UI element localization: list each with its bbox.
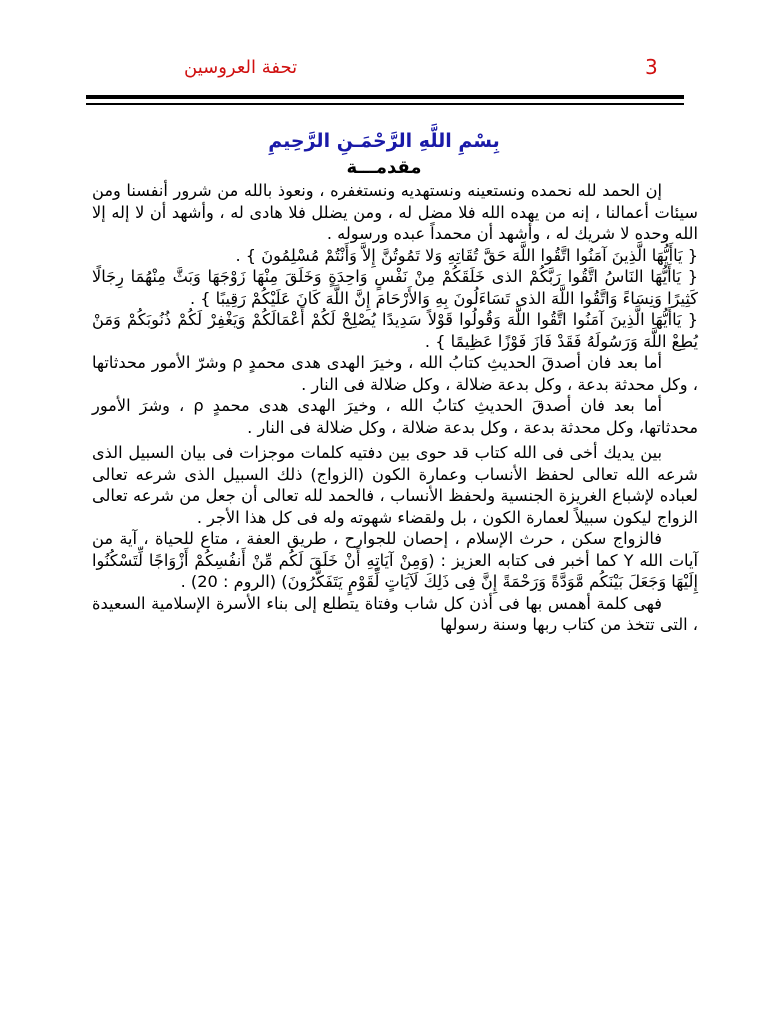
paragraph-amma-bad-1: أما بعد فان أصدقَ الحديثِ كتابُ الله ، وخيرَ الهدى هدى محمدٍ ρ وشرّ الأمور محدثاتها ، وكل محدثة بدعة ، وكل بدعة ضلالة ، وكل ضلالة فى النار . — [92, 353, 698, 394]
paragraph-whisper: فهى كلمة أهمس بها فى أذن كل شاب وفتاة يتطلع إلى بناء الأسرة الإسلامية السعيدة ، التى تتخذ من كتاب ربها وسنة رسولها — [92, 593, 698, 634]
quran-verse-2: { يَاأَيُّهَا النَاسُ اتَّقُوا رَبَّكُمْ الذى خَلَقَكُمْ مِنْ نَفْسٍ وَاحِدَةٍ وَخَلَقَ مِنْهَا زَوْجَهَا وَبَثَّ مِنْهُمَا رِجَالًا كَثِيرًا وَنِسَاءً وَاتَّقُوا اللَّهَ الذى تَسَاءَلُونَ بِهِ وَالأَرْحَامَ إِنَّ اللَّهَ كَانَ عَلَيْكُمْ رَقِيبًا } . — [92, 267, 698, 308]
paragraph-book-intro: بين يديك أخى فى الله كتاب قد حوى بين دفتيه كلمات موجزات فى بيان السبيل الذى شرعه الله تعالى لحفظ الأنساب وعمارة الكون (الزواج) ذلك السبيل الذى شرعه تعالى لعباده لإشباع الغريزة الجنسية ولحفظ الأنساب ، فالحمد لله تعالى أن جعل من شرعه تعالى الزواج ليكون سبيلاً لعمارة الكون ، بل ولقضاء شهوته وله فى كل هذا الأجر . — [92, 443, 698, 527]
header-rule-thick — [86, 95, 684, 99]
body-text — [92, 180, 698, 636]
quran-verse-1: { يَاأَيُّهَا الَّذِينَ آمَنُوا اتَّقُوا اللَّهَ حَقَّ تُقَاتِهِ وَلا تَمُوتُنَّ إِلاَّ وَأَنْتُمْ مُسْلِمُونَ } . — [235, 245, 698, 265]
page-number: 3 — [645, 55, 658, 79]
introduction-heading: مقدمـــة — [346, 157, 422, 178]
header-rule-thin — [86, 103, 684, 105]
paragraph-marriage-virtues: فالزواج سكن ، حرث الإسلام ، إحصان للجوارح ، طريق العفة ، متاع للحياة ، آية من آيات الله Y كما أخبر فى كتابه العزيز : (وَمِنْ آيَاتِهِ أَنْ خَلَقَ لَكُم مِّنْ أَنفُسِكُمْ أَزْوَاجًا لِّتَسْكُنُوا إِلَيْهَا وَجَعَلَ بَيْنَكُم مَّوَدَّةً وَرَحْمَةً إِنَّ فِى ذَلِكَ لَآيَاتٍ لِّقَوْمٍ يَتَفَكَّرُونَ) (الروم : 20) . — [92, 529, 698, 591]
quran-verse-3: { يَاأَيُّهَا الَّذِينَ آمَنُوا اتَّقُوا اللَّهَ وَقُولُوا قَوْلاً سَدِيدًا يُصْلِحْ لَكُمْ أَعْمَالَكُمْ وَيَغْفِرْ لَكُمْ ذُنُوبَكُمْ وَمَنْ يُطِعْ اللَّهَ وَرَسُولَهُ فَقَدْ فَازَ فَوْزًا عَظِيمًا } . — [92, 310, 698, 351]
basmala: بِسْمِ اللَّهِ الرَّحْمَـنِ الرَّحِيمِ — [268, 130, 500, 152]
running-title: تحفة العروسين — [184, 57, 298, 78]
paragraph-amma-bad-2: أما بعد فان أصدقَ الحديثِ كتابُ الله ، وخيرَ الهدى هدى محمدٍ ρ ، وشرَ الأمور محدثاتها، وكل محدثة بدعة ، وكل بدعة ضلالة ، وكل ضلالة فى النار . — [92, 396, 698, 437]
paragraph-opening-praise: إن الحمد لله نحمده ونستعينه ونستهديه ونستغفره ، ونعوذ بالله من شرور أنفسنا ومن سيئات أعمالنا ، إنه من يهده الله فلا مضل له ، ومن يضلل فلا هادى له ، وأشهد أن لا إله إلا الله وحده لا شريك له ، وأشهد أن محمداً عبده ورسوله . — [92, 181, 698, 243]
